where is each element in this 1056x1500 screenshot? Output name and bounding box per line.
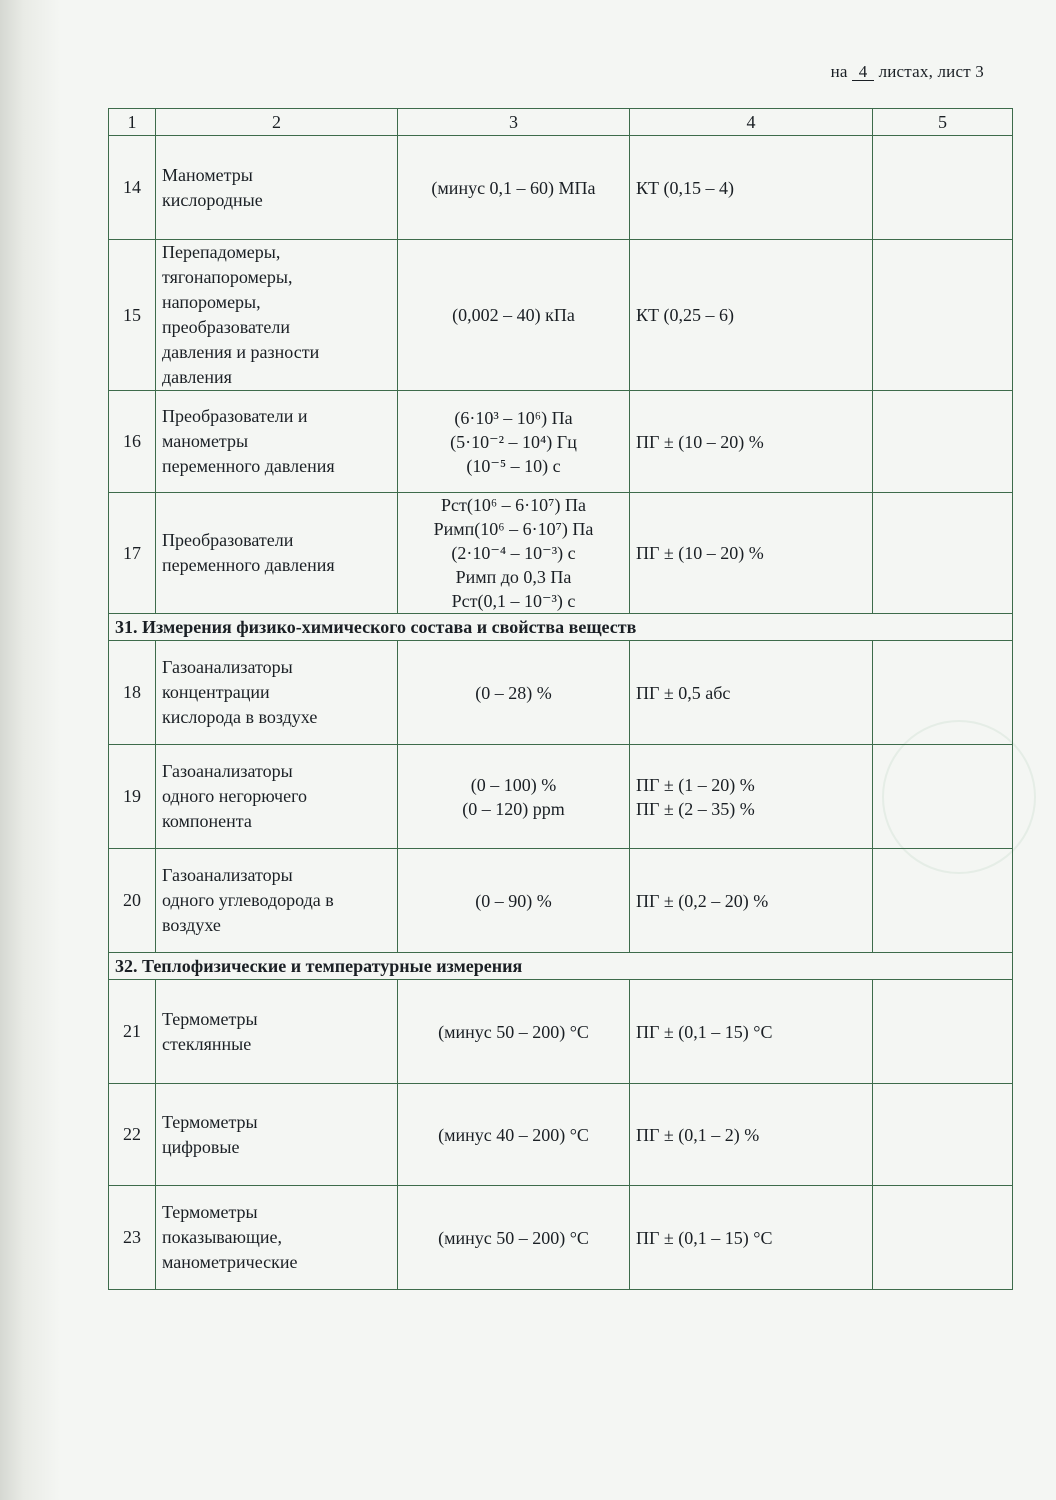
instrument-name bbox=[156, 240, 398, 391]
section-row bbox=[109, 614, 1013, 641]
instrument-name-line: концентрации bbox=[162, 682, 270, 702]
instrument-name-line: напоромеры, bbox=[162, 292, 261, 312]
instrument-name-line: Газоанализаторы bbox=[162, 761, 293, 781]
instrument-name bbox=[156, 980, 398, 1084]
measurement-range-line: (минус 50 – 200) °С bbox=[438, 1021, 589, 1042]
accuracy-class-line: ПГ ± (2 – 35) % bbox=[636, 798, 755, 819]
measurement-range bbox=[398, 1084, 630, 1186]
column-number: 4 bbox=[630, 109, 873, 136]
instrument-name-line: преобразователи bbox=[162, 317, 291, 337]
accuracy-class bbox=[630, 980, 873, 1084]
row-number: 16 bbox=[109, 391, 156, 493]
row-number: 15 bbox=[109, 240, 156, 391]
measurement-range-line: Pст(10⁶ – 6·10⁷) Па bbox=[441, 495, 586, 515]
notes-cell bbox=[873, 641, 1013, 745]
measurement-range-line: (минус 50 – 200) °С bbox=[438, 1227, 589, 1248]
table-row bbox=[109, 849, 1013, 953]
instrument-name-line: тягонапоромеры, bbox=[162, 267, 293, 287]
accuracy-class bbox=[630, 849, 873, 953]
instrument-name bbox=[156, 849, 398, 953]
instrument-name bbox=[156, 136, 398, 240]
instrument-name-line: Термометры bbox=[162, 1008, 258, 1029]
measurement-range-line: Pимп до 0,3 Па bbox=[455, 567, 572, 587]
notes-cell bbox=[873, 391, 1013, 493]
row-number: 23 bbox=[109, 1186, 156, 1290]
row-number: 22 bbox=[109, 1084, 156, 1186]
row-number: 17 bbox=[109, 493, 156, 614]
header-sheets-total: 4 bbox=[852, 63, 874, 81]
section-title: 32. Теплофизические и температурные измерения bbox=[109, 953, 1013, 980]
table-row bbox=[109, 980, 1013, 1084]
notes-cell bbox=[873, 1084, 1013, 1186]
instrument-name-line: одного негорючего bbox=[162, 786, 308, 806]
table-row bbox=[109, 641, 1013, 745]
row-number: 18 bbox=[109, 641, 156, 745]
row-number: 20 bbox=[109, 849, 156, 953]
measurement-range-line: (2·10⁻⁴ – 10⁻³) с bbox=[451, 543, 576, 563]
accuracy-class bbox=[630, 1186, 873, 1290]
measurement-range-line: (минус 40 – 200) °С bbox=[438, 1124, 589, 1145]
instrument-name-line: одного углеводорода в bbox=[162, 890, 334, 910]
instrument-name bbox=[156, 1084, 398, 1186]
notes-cell bbox=[873, 1186, 1013, 1290]
instrument-name bbox=[156, 391, 398, 493]
sheet-header bbox=[831, 62, 984, 82]
row-number: 14 bbox=[109, 136, 156, 240]
measurement-range-line: Pимп(10⁶ – 6·10⁷) Па bbox=[433, 519, 594, 539]
instrument-name-line: Газоанализаторы bbox=[162, 657, 293, 677]
section-title: 31. Измерения физико-химического состава и свойства веществ bbox=[109, 614, 1013, 641]
accuracy-class bbox=[630, 240, 873, 391]
instrument-name-line: Термометры bbox=[162, 1202, 258, 1222]
instrument-name-line: переменного давления bbox=[162, 456, 335, 476]
measurement-range bbox=[398, 240, 630, 391]
table-row bbox=[109, 493, 1013, 614]
instrument-name-line: воздухе bbox=[162, 915, 221, 935]
header-suffix: листах, лист 3 bbox=[878, 62, 984, 81]
measurement-range-line: Pст(0,1 – 10⁻³) с bbox=[451, 591, 576, 611]
accuracy-class-line: ПГ ± (10 – 20) % bbox=[636, 431, 764, 452]
notes-cell bbox=[873, 240, 1013, 391]
accuracy-class bbox=[630, 641, 873, 745]
measurement-range-line: (6·10³ – 10⁶) Па bbox=[454, 407, 573, 428]
instrument-name-line: компонента bbox=[162, 811, 252, 831]
accuracy-class bbox=[630, 391, 873, 493]
notes-cell bbox=[873, 849, 1013, 953]
accuracy-class-line: ПГ ± 0,5 абс bbox=[636, 682, 731, 703]
table-row bbox=[109, 136, 1013, 240]
measurement-range-line: (0 – 28) % bbox=[475, 682, 552, 703]
instrument-name-line: давления bbox=[162, 367, 232, 387]
table-row bbox=[109, 391, 1013, 493]
instrument-name-line: Манометры bbox=[162, 164, 253, 185]
instrument-name-line: манометрические bbox=[162, 1252, 298, 1272]
accuracy-class bbox=[630, 493, 873, 614]
measurement-range bbox=[398, 493, 630, 614]
measurement-range bbox=[398, 980, 630, 1084]
column-number: 1 bbox=[109, 109, 156, 136]
accuracy-class-line: ПГ ± (1 – 20) % bbox=[636, 774, 755, 795]
accuracy-class-line: ПГ ± (0,1 – 2) % bbox=[636, 1124, 760, 1145]
measurement-scope-table bbox=[108, 108, 1013, 1290]
notes-cell bbox=[873, 493, 1013, 614]
instrument-name-line: Преобразователи bbox=[162, 530, 294, 550]
instrument-name-line: цифровые bbox=[162, 1136, 240, 1157]
instrument-name-line: кислородные bbox=[162, 189, 263, 210]
column-number: 5 bbox=[873, 109, 1013, 136]
instrument-name-line: Газоанализаторы bbox=[162, 865, 293, 885]
measurement-range bbox=[398, 745, 630, 849]
measurement-range bbox=[398, 391, 630, 493]
instrument-name-line: Термометры bbox=[162, 1111, 258, 1132]
instrument-name-line: манометры bbox=[162, 431, 249, 451]
table-row bbox=[109, 1084, 1013, 1186]
column-number: 2 bbox=[156, 109, 398, 136]
row-number: 19 bbox=[109, 745, 156, 849]
accuracy-class bbox=[630, 1084, 873, 1186]
measurement-range bbox=[398, 136, 630, 240]
measurement-range-line: (0,002 – 40) кПа bbox=[452, 305, 575, 325]
table-row bbox=[109, 240, 1013, 391]
measurement-range bbox=[398, 641, 630, 745]
accuracy-class-line: КТ (0,15 – 4) bbox=[636, 177, 734, 198]
column-number: 3 bbox=[398, 109, 630, 136]
accuracy-class-line: ПГ ± (0,1 – 15) °С bbox=[636, 1227, 773, 1248]
accuracy-class-line: ПГ ± (10 – 20) % bbox=[636, 543, 764, 563]
measurement-range bbox=[398, 849, 630, 953]
instrument-name bbox=[156, 493, 398, 614]
accuracy-class-line: КТ (0,25 – 6) bbox=[636, 305, 734, 325]
instrument-name bbox=[156, 1186, 398, 1290]
measurement-range bbox=[398, 1186, 630, 1290]
row-number: 21 bbox=[109, 980, 156, 1084]
section-row bbox=[109, 953, 1013, 980]
measurement-range-line: (0 – 120) ppm bbox=[462, 798, 565, 819]
accuracy-class bbox=[630, 136, 873, 240]
notes-cell bbox=[873, 136, 1013, 240]
notes-cell bbox=[873, 745, 1013, 849]
accuracy-class bbox=[630, 745, 873, 849]
instrument-name-line: стеклянные bbox=[162, 1033, 252, 1054]
instrument-name-line: Преобразователи и bbox=[162, 406, 308, 426]
instrument-name-line: показывающие, bbox=[162, 1227, 282, 1247]
header-prefix: на bbox=[830, 62, 848, 81]
instrument-name-line: Перепадомеры, bbox=[162, 242, 281, 262]
notes-cell bbox=[873, 980, 1013, 1084]
measurement-range-line: (0 – 90) % bbox=[475, 890, 552, 911]
instrument-name-line: переменного давления bbox=[162, 555, 335, 575]
table-row bbox=[109, 1186, 1013, 1290]
table-row bbox=[109, 745, 1013, 849]
instrument-name-line: давления и разности bbox=[162, 342, 320, 362]
measurement-range-line: (5·10⁻² – 10⁴) Гц bbox=[450, 431, 577, 452]
instrument-name-line: кислорода в воздухе bbox=[162, 707, 318, 727]
accuracy-class-line: ПГ ± (0,2 – 20) % bbox=[636, 890, 769, 911]
instrument-name bbox=[156, 641, 398, 745]
instrument-name bbox=[156, 745, 398, 849]
measurement-range-line: (10⁻⁵ – 10) с bbox=[466, 455, 561, 476]
column-number-row bbox=[109, 109, 1013, 136]
accuracy-class-line: ПГ ± (0,1 – 15) °С bbox=[636, 1021, 773, 1042]
page-edge-shadow bbox=[0, 0, 60, 1500]
measurement-range-line: (0 – 100) % bbox=[470, 774, 557, 795]
measurement-range-line: (минус 0,1 – 60) МПа bbox=[431, 177, 596, 198]
